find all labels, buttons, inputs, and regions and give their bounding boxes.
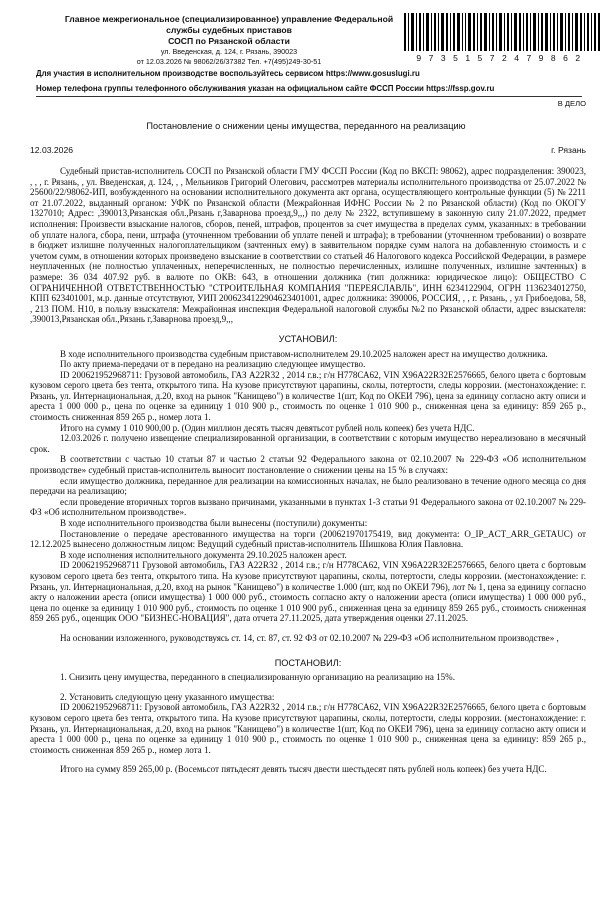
established-heading: УСТАНОВИЛ: (278, 333, 338, 344)
document-date: 12.03.2026 (30, 145, 74, 155)
resolved-heading: ПОСТАНОВИЛ: (274, 657, 342, 668)
org-line-1: Главное межрегиональное (специализированное) управление Федеральной (64, 14, 394, 24)
resolved-paragraph: Итого на сумму 859 265,00 р. (Восемьсот пятьдесят девять тысяч двести шестьдесят пять рублей ноль копеек) без учета НДС. (60, 764, 547, 775)
org-line-3: СОСП по Рязанской области (168, 36, 290, 46)
barcode-number: 97351572479862 (416, 53, 588, 63)
established-paragraph: В соответствии с частью 10 статьи 87 и частью 2 статьи 92 Федерального закона от 02.10.2007 № 229-ФЗ «Об исполнительном производстве» судебный пристав-исполнитель выносит постановление о снижении цены на 15 % в случаях: (30, 454, 586, 476)
preamble-paragraph: Судебный пристав-исполнитель СОСП по Рязанской области ГМУ ФССП России (Код по ВКСП: 98062), адрес подразделения: 390023, , , , г. Рязань, , ул. Введенская, д. 124, , , Мельников Григорий Олегович, рассмотрев материалы исполнительного производства от 25.07.2022 № 25600/22/98062-ИП, возбужденного на основании исполнительного документа акт органа, осуществляющего контрольные функции (5) № 2211 от 21.07.2022, выданный органом: УФК по Рязанской области (Межрайонная ИФНС России № 2 по Рязанской области) (Код по ОКОГУ 1327010; Адрес: ,390013,Рязанская обл.,Рязань г,Заварнова проезд,9,,,) по делу № 2322, вступившему в законную силу 21.07.2022, предмет исполнения: Произвести взыскание налогов, сборов, пеней, штрафов, процентов за счет имущества в пределах сумм, указанных: в требовании об уплате налога, сбора, пени, штрафа (уточненном требовании об уплате пеней и штрафа); в требовании (уточненном требовании) о возврате в бюджет излишне полученных налогоплательщиком (зачтенных ему) в заявительном порядке сумм налога на добавленную стоимость и с учетом сумм, в отношении которых произведено взыскание в соответствии со статьей 46 Налогового кодекса Российской Федерации, в размере неуплаченных (не полностью уплаченных, неперечисленных, не полностью перечисленных, излишне полученных, излишне зачтенных) в размере: 36 034 407.92 руб. в валюте по ОКВ: 643, в отношении должника (тип должника: юридическое лицо): ОБЩЕСТВО С ОГРАНИЧЕННОЙ ОТВЕТСТВЕННОСТЬЮ "СТРОИТЕЛЬНАЯ КОМПАНИЯ "ПЕРЕЯСЛАВЛЬ", ИНН 6234122904, ОГРН 1136234012750, КПП 623401001, м.р. данные отсутствуют, УИП 2006234122904623401001, адрес должника: 390006, РОССИЯ, , , г. Рязань, , ул Грибоедова, 58, , 213 ПОМ. Н10, в пользу взыскателя: Межрайонная инспекция Федеральной налоговой службы №2 по Рязанской области, адрес взыскателя: ,390013,Рязанская обл.,Рязань г,Заварнова проезд,9,,, (30, 166, 586, 325)
established-paragraph: Постановление о передаче арестованного имущества на торги (200621970175419, вид документа: O_IP_ACT_ARR_GETAUC) от 12.12.2025 вынесено должностным лицом: Ведущий судебный пристав-исполнитель Шишкова Юлия Павловна. (30, 528, 586, 550)
barcode (404, 13, 600, 51)
established-paragraph: Итого на сумму 1 010 900,00 р. (Один миллион десять тысяч девятьсот рублей ноль копеек) без учета НДС. (60, 422, 475, 433)
document-body (30, 166, 586, 775)
document-title: Постановление о снижении цены имущества, переданного на реализацию (146, 121, 466, 131)
issuer-header (56, 14, 402, 66)
org-line-2: службы судебных приставов (166, 25, 292, 35)
document-city: г. Рязань (551, 145, 586, 155)
established-paragraph: ID 200621952968711: Грузовой автомобиль, ГАЗ A22R32 , 2014 г.в.; г/н Н778СА62, VIN X96A22R32E2576665, белого цвета с бортовым кузовом серого цвета без тента, открытого типа. На кузове присутствуют царапины, сколы, потертости, следы коррозии. (местонахождение: г. Рязань, ул. Интернациональная, д.20, вход на рынок "Канищево") в количестве 1(шт, Код по ОКЕИ 796), цена за единицу согласно акту описи и ареста 1 000 000 р., цена по оценке за единицу 1 010 900 р., стоимость по оценке 1 010 900 р., сниженная цена за единицу: 859 265 р., стоимость сниженная 859 265 р., номер лота 1. (30, 369, 586, 423)
established-paragraph: если имущество должника, переданное для реализации на комиссионных началах, не было реализовано в течение одного месяца со дня передачи на реализацию; (30, 475, 586, 497)
established-paragraph: По акту приема-передачи от в передано на реализацию следующее имущество. (60, 359, 366, 370)
file-stamp: В ДЕЛО (557, 99, 586, 108)
gosuslugi-note: Для участия в исполнительном производстве воспользуйтесь сервисом https://www.gosuslugi.ru (36, 69, 420, 78)
established-paragraph: В ходе исполнения исполнительного документа 29.10.2025 наложен арест. (60, 549, 347, 560)
established-paragraph: ID 200621952968711 Грузовой автомобиль, ГАЗ A22R32 , 2014 г.в.; г/н Н778СА62, VIN X96A22R32E2576665, белого цвета с бортовым кузовом серого цвета без тента, открытого типа. На кузове присутствуют царапины, сколы, потертости, следы коррозии. (местонахождение: г. Рязань, ул. Интернациональная, д.20, вход на рынок "Канищево") в количестве 1.000 (шт, код по ОКЕИ 796), лот № 1, цена за единицу согласно акту о наложении ареста (описи имущества) 1 000 000 руб., стоимость согласно акту о наложении ареста (описи имущества) 1 000 000 руб., цена по оценке за единицу 1 010 900 руб., стоимость по оценке 1 010 900 руб., сниженная цена за единицу 859 265 руб., стоимость сниженная 859 265 руб., оценщик ООО "БИЗНЕС-НОВАЦИЯ", дата отчета 27.11.2025, дата утверждения оценки 27.11.2025. (30, 560, 586, 624)
resolved-paragraph: 2. Установить следующую цену указанного имущества: (60, 691, 275, 702)
established-paragraph: если проведение вторичных торгов вызвано причинами, указанными в пунктах 1-3 статьи 91 Федерального закона от 02.10.2007 № 229-ФЗ «Об исполнительном производстве». (30, 496, 586, 518)
phone-note: Номер телефона группы телефонного обслуживания указан на официальном сайте ФССП России https://fssp.gov.ru (36, 84, 495, 93)
resolved-paragraph: ID 200621952968711: Грузовой автомобиль, ГАЗ A22R32 , 2014 г.в.; г/н Н778СА62, VIN X96A22R32E2576665, белого цвета с бортовым кузовом серого цвета без тента, открытого типа. На кузове присутствуют царапины, сколы, потертости, следы коррозии. (местонахождение: г. Рязань, ул. Интернациональная, д.20, вход на рынок "Канищево") в количестве 1(шт, Код по ОКЕИ 796), цена за единицу согласно акту описи и ареста 1 000 000 р., цена по оценке за единицу 1 010 900 р., стоимость по оценке 1 010 900 р., сниженная цена за единицу: 859 265 р., стоимость сниженная 859 265 р., номер лота 1. (30, 702, 586, 755)
doc-contacts: от 12.03.2026 № 98062/26/37382 Тел. +7(495)249-30-51 (136, 56, 322, 66)
established-paragraph: В ходе исполнительного производства судебным приставом-исполнителем 29.10.2025 наложен арест на имущество должника. (60, 348, 548, 359)
header-divider (36, 96, 582, 97)
org-address: ул. Введенская, д. 124, г. Рязань, 390023 (160, 47, 298, 56)
resolved-paragraph: 1. Снизить цену имущества, переданного в специализированную организацию на реализацию на 15%. (60, 672, 455, 683)
established-paragraph: 12.03.2026 г. получено извещение специализированной организации, в соответствии с которым имущество нереализовано в месячный срок. (30, 433, 586, 454)
established-paragraph: На основании изложенного, руководствуясь ст. 14, ст. 87, ст. 92 ФЗ от 02.10.2007 № 229-ФЗ «Об исполнительном производстве» , (60, 632, 559, 643)
established-paragraph: В ходе исполнительного производства были вынесены (поступили) документы: (60, 518, 368, 528)
